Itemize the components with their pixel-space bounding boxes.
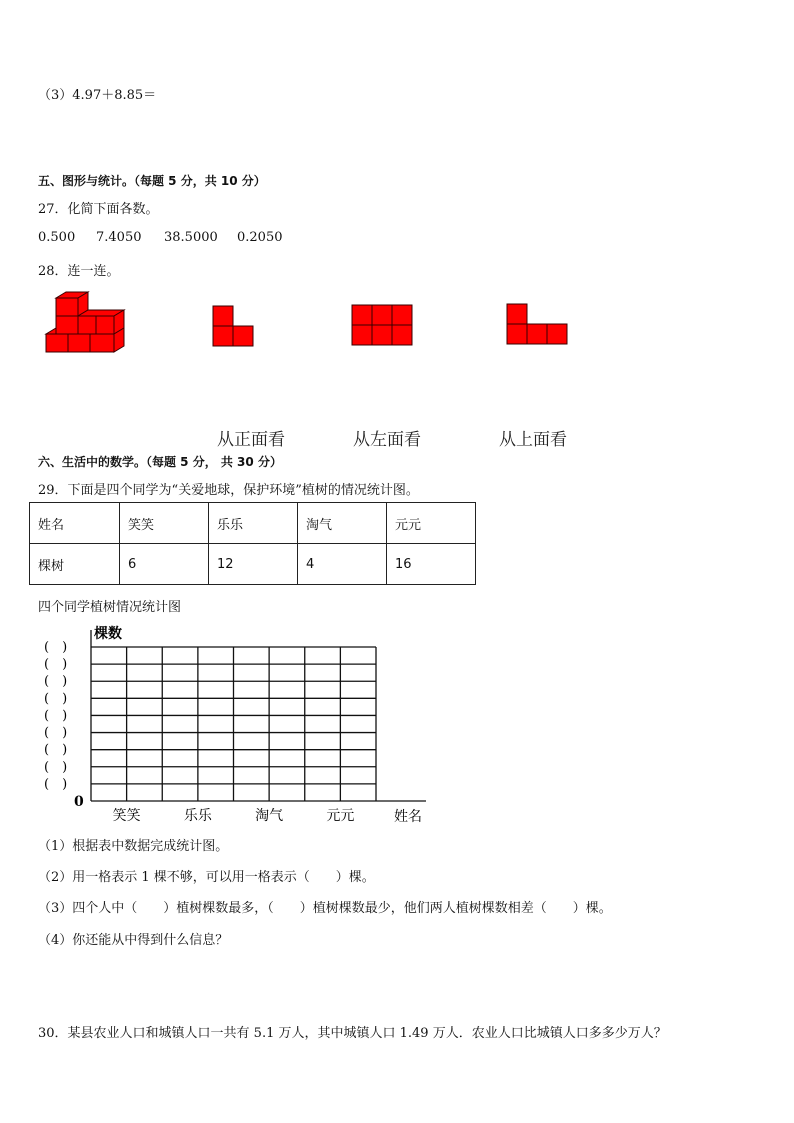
x-tick-label: 元元 xyxy=(326,808,355,824)
y-axis-label: 棵数 xyxy=(94,626,122,642)
section6-heading: 六、生活中的数学。（每题 5 分， 共 30 分） xyxy=(38,455,282,469)
y-tick-label: ( ) xyxy=(44,742,68,758)
view-label-front: 从正面看 xyxy=(217,430,285,450)
section5-heading: 五、图形与统计。（每题 5 分，共 10 分） xyxy=(38,174,266,188)
y-tick-label: 0 xyxy=(74,794,84,810)
x-axis-label: 姓名 xyxy=(394,809,422,825)
q27-number-1: 0.500 xyxy=(38,230,76,245)
table-cell: 姓名 xyxy=(30,503,120,544)
view-shape-b xyxy=(351,304,414,346)
q26-3-expression: （3）4.97＋8.85＝ xyxy=(38,88,157,103)
chart-title: 四个同学植树情况统计图 xyxy=(38,600,182,615)
q29-prompt: 29．下面是四个同学为“关爱地球，保护环境”植树的情况统计图。 xyxy=(38,483,419,498)
table-cell: 乐乐 xyxy=(209,503,298,544)
q30-prompt: 30．某县农业人口和城镇人口一共有 5.1 万人，其中城镇人口 1.49 万人．农业人口比城镇人口多多少万人？ xyxy=(38,1026,667,1041)
table-cell: 4 xyxy=(298,544,387,585)
q27-number-3: 38.5000 xyxy=(164,230,218,245)
table-cell: 元元 xyxy=(387,503,476,544)
tree-planting-bar-chart xyxy=(36,622,436,830)
table-cell: 16 xyxy=(387,544,476,585)
x-tick-label: 乐乐 xyxy=(183,808,212,824)
q27-number-4: 0.2050 xyxy=(237,230,283,245)
y-tick-label: ( ) xyxy=(44,657,68,673)
tree-planting-table xyxy=(29,502,476,585)
view-label-top: 从上面看 xyxy=(499,430,567,450)
table-row xyxy=(30,544,476,585)
x-tick-label: 淘气 xyxy=(255,808,284,824)
y-tick-label: ( ) xyxy=(44,708,68,724)
table-cell: 12 xyxy=(209,544,298,585)
table-cell: 淘气 xyxy=(298,503,387,544)
table-cell: 6 xyxy=(120,544,209,585)
y-tick-label: ( ) xyxy=(44,674,68,690)
table-cell: 棵树 xyxy=(30,544,120,585)
x-tick-label: 笑笑 xyxy=(112,808,141,824)
y-tick-label: ( ) xyxy=(44,759,68,775)
q29-sub-2: （2）用一格表示 1 棵不够，可以用一格表示（ ）棵。 xyxy=(38,870,375,885)
view-shape-c xyxy=(506,303,569,345)
q29-sub-1: （1）根据表中数据完成统计图。 xyxy=(38,839,229,854)
table-cell: 笑笑 xyxy=(120,503,209,544)
cube-stack-figure xyxy=(40,290,130,356)
q28-prompt: 28．连一连。 xyxy=(38,264,120,279)
q27-number-2: 7.4050 xyxy=(96,230,142,245)
q27-prompt: 27．化简下面各数。 xyxy=(38,202,159,217)
y-tick-label: ( ) xyxy=(44,725,68,741)
table-row xyxy=(30,503,476,544)
y-tick-label: ( ) xyxy=(44,640,68,655)
y-tick-label: ( ) xyxy=(44,691,68,707)
q29-sub-3: （3）四个人中（ ）植树棵数最多，（ ）植树棵数最少，他们两人植树棵数相差（ ）棵。 xyxy=(38,901,612,916)
q29-sub-4: （4）你还能从中得到什么信息？ xyxy=(38,933,229,948)
view-label-left: 从左面看 xyxy=(353,430,421,450)
view-shape-a xyxy=(212,305,256,347)
y-tick-label: ( ) xyxy=(44,776,68,792)
